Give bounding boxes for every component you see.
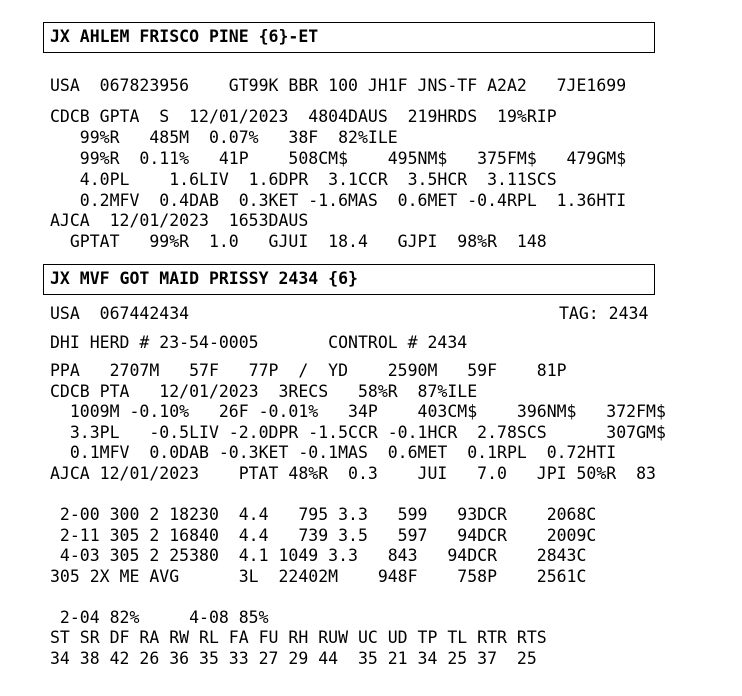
- record2-line: DHI HERD # 23-54-0005 CONTROL # 2434: [50, 333, 468, 352]
- lactation-average: 305 2X ME AVG 3L 22402M 948F 758P 2561C: [50, 567, 587, 586]
- record1-line: AJCA 12/01/2023 1653DAUS: [50, 211, 309, 230]
- record1-line: 99%R 0.11% 41P 508CM$ 495NM$ 375FM$ 479GM$: [50, 149, 627, 168]
- record2-line: CDCB PTA 12/01/2023 3RECS 58%R 87%ILE: [50, 382, 478, 401]
- record1-line: 99%R 485M 0.07% 38F 82%ILE: [50, 128, 398, 147]
- record2-tag: TAG: 2434: [559, 304, 649, 323]
- record1-line: GPTAT 99%R 1.0 GJUI 18.4 GJPI 98%R 148: [50, 232, 547, 251]
- lactation-row: 4-03 305 2 25380 4.1 1049 3.3 843 94DCR 2843C: [50, 546, 587, 565]
- record1-line: 0.2MFV 0.4DAB 0.3KET -1.6MAS 0.6MET -0.4RPL 1.36HTI: [50, 191, 627, 210]
- record2-line: AJCA 12/01/2023 PTAT 48%R 0.3 JUI 7.0 JPI 50%R 83: [50, 464, 656, 483]
- record2-line: 1009M -0.10% 26F -0.01% 34P 403CM$ 396NM$ 372FM$: [50, 402, 666, 421]
- record1-line: 4.0PL 1.6LIV 1.6DPR 3.1CCR 3.5HCR 3.11SCS: [50, 170, 557, 189]
- record2-line: 3.3PL -0.5LIV -2.0DPR -1.5CCR -0.1HCR 2.78SCS 307GM$: [50, 423, 666, 442]
- classification-scores: 2-04 82% 4-08 85%: [50, 608, 269, 627]
- linear-traits-header: ST SR DF RA RW RL FA FU RH RUW UC UD TP TL RTR RTS: [50, 628, 547, 647]
- linear-traits-values: 34 38 42 26 36 35 33 27 29 44 35 21 34 25 37 25: [50, 649, 537, 668]
- record2-id-line: USA 067442434: [50, 304, 190, 323]
- record2-line: 0.1MFV 0.0DAB -0.3KET -0.1MAS 0.6MET 0.1RPL 0.72HTI: [50, 443, 617, 462]
- record2-title: JX MVF GOT MAID PRISSY 2434 {6}: [50, 269, 358, 288]
- lactation-row: 2-11 305 2 16840 4.4 739 3.5 597 94DCR 2009C: [50, 526, 597, 545]
- lactation-row: 2-00 300 2 18230 4.4 795 3.3 599 93DCR 2068C: [50, 505, 597, 524]
- record1-line: USA 067823956 GT99K BBR 100 JH1F JNS-TF A2A2 7JE1699: [50, 76, 627, 95]
- record2-line: PPA 2707M 57F 77P / YD 2590M 59F 81P: [50, 361, 567, 380]
- record1-line: CDCB GPTA S 12/01/2023 4804DAUS 219HRDS 19%RIP: [50, 107, 557, 126]
- record2-title-box: [43, 264, 655, 295]
- record1-title: JX AHLEM FRISCO PINE {6}-ET: [50, 27, 319, 46]
- record1-title-box: [43, 22, 655, 53]
